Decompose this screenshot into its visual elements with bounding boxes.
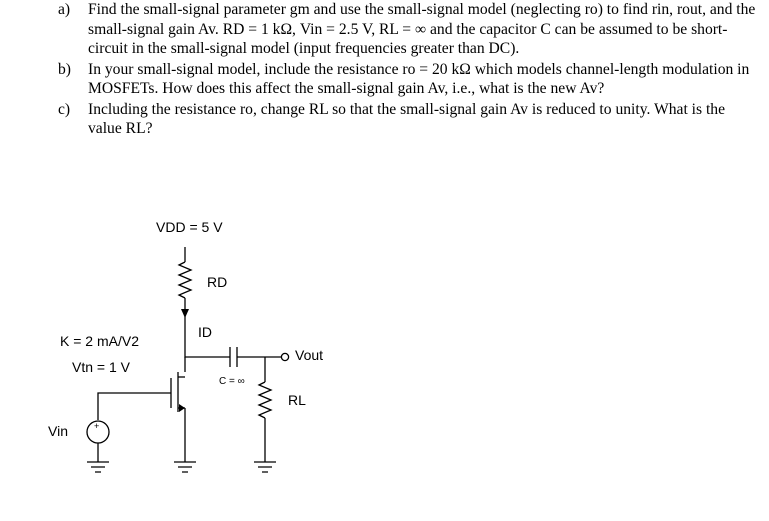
item-text-c: Including the resistance ro, change RL so that the small-signal gain Av is reduced to unity. What is the value RL? (88, 100, 726, 137)
id-arrow (181, 309, 189, 318)
vout-label: Vout (295, 347, 324, 363)
rl-label: RL (288, 392, 306, 408)
item-label-b: b) (58, 60, 71, 78)
ground-vin (87, 462, 109, 472)
rd-resistor (179, 262, 191, 298)
gate-wire (98, 393, 171, 420)
vout-terminal (281, 353, 288, 360)
capacitor-label: C = ∞ (219, 376, 245, 387)
vin-label: Vin (48, 423, 68, 439)
item-label-c: c) (58, 100, 71, 118)
vtn-label: Vtn = 1 V (72, 359, 130, 375)
id-label: ID (198, 324, 212, 340)
rd-label: RD (207, 274, 228, 290)
item-label-a: a) (58, 1, 71, 18)
vdd-label: VDD = 5 V (156, 219, 223, 235)
k-label: K = 2 mA/V2 (60, 333, 139, 349)
item-text-b: In your small-signal model, include the resistance ro = 20 kΩ which models channel-length modulation in MOSFETs. How does this affect the small-signal gain Av, i.e., what is the new Av? (88, 60, 750, 97)
ground-source (174, 462, 196, 472)
rl-resistor (259, 382, 271, 418)
mosfet-arrow (179, 404, 185, 412)
vin-source-plus: + (94, 421, 100, 431)
ground-rl (254, 462, 276, 472)
item-text-a: Find the small-signal parameter gm and use the small-signal model (neglecting ro) to find rin, rout, and the small-signal gain Av. RD = 1 kΩ, Vin = 2.5 V, RL = ∞ and the capacitor C can be assumed to be short-circuit in the small-signal model (input frequencies greater than DC). (88, 1, 756, 57)
